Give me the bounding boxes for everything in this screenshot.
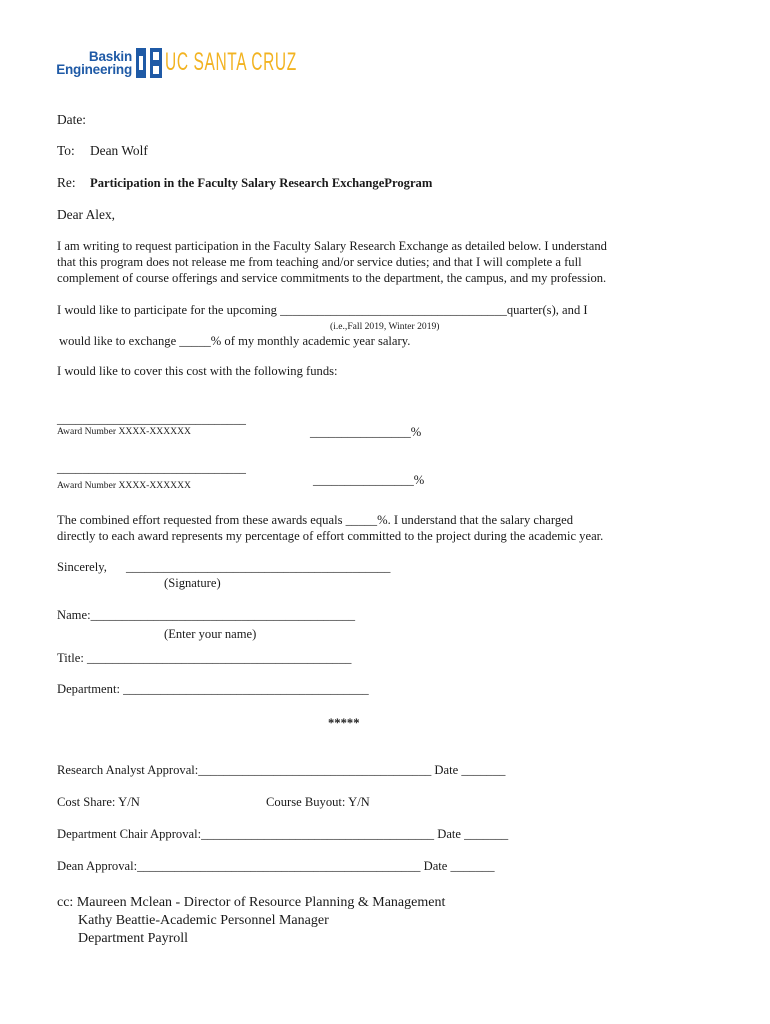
award2-percent: ________________% [313,473,425,487]
course-buyout: Course Buyout: Y/N [266,795,370,809]
cc-line3: Department Payroll [78,931,189,946]
award1-percent: ________________% [310,425,422,439]
department-line: Department: _______________________________________ [57,682,369,696]
award1-label: Award Number XXXX-XXXXXX [57,426,191,437]
award1-blank: ______________________________ [57,412,246,426]
funds-line: I would like to cover this cost with the following funds: [57,364,338,378]
signature-hint: (Signature) [164,576,221,590]
name-hint: (Enter your name) [164,627,257,641]
name-line: Name:__________________________________________ [57,608,356,622]
subject-line: Participation in the Faculty Salary Research ExchangeProgram [90,176,433,190]
section-separator: ***** [328,716,360,730]
logo-line-baskin: Baskin [88,49,132,64]
exchange-line: would like to exchange _____% of my monthly academic year salary. [59,334,411,348]
cost-share: Cost Share: Y/N [57,795,140,809]
award2-label: Award Number XXXX-XXXXXX [57,480,191,491]
combined-line1: The combined effort requested from these awards equals _____%. I understand that the salary charged [57,513,574,527]
para1-line3: complement of course offerings and service commitments to the department, the campus, and my profession. [57,271,607,285]
cc-line2: Kathy Beattie-Academic Personnel Manager [78,913,329,928]
signature-blank: __________________________________________ [126,560,391,574]
analyst-approval-line: Research Analyst Approval:_____________________________________ Date _______ [57,763,506,777]
logo-ucsc-wordmark: UC SANTA CRUZ [165,48,297,76]
chair-approval-line: Department Chair Approval:_____________________________________ Date _______ [57,827,509,841]
participate-line: I would like to participate for the upcoming ____________________________________quarter(s), and I [57,303,588,317]
logo-mark-icon [136,48,162,78]
para1-line2: that this program does not release me from teaching and/or service duties; and that I will complete a full [57,255,582,269]
title-line: Title: __________________________________________ [57,651,352,665]
date-label: Date: [57,112,86,127]
to-value: Dean Wolf [90,143,148,158]
sincerely-label: Sincerely, [57,560,107,574]
quarter-hint: (i.e.,Fall 2019, Winter 2019) [330,321,440,332]
para1-line1: I am writing to request participation in the Faculty Salary Research Exchange as detailed below. I understand [57,239,607,253]
award2-blank: ______________________________ [57,461,246,475]
to-label: To: [57,143,75,158]
re-label: Re: [57,175,76,190]
combined-line2: directly to each award represents my percentage of effort committed to the project during the academic year. [57,529,604,543]
logo-line-engineering: Engineering [56,62,132,77]
cc-line1: cc: Maureen Mclean - Director of Resource Planning & Management [57,895,446,910]
dean-approval-line: Dean Approval:_____________________________________________ Date _______ [57,859,495,873]
salutation: Dear Alex, [57,207,116,222]
